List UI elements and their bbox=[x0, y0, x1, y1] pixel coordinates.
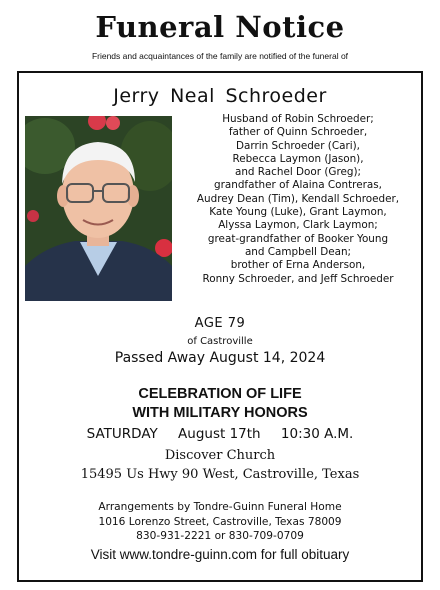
survivors-list bbox=[178, 113, 418, 286]
survivor-line: Husband of Robin Schroeder; bbox=[222, 113, 374, 125]
portrait-photo-icon bbox=[25, 116, 172, 301]
obituary-link-text: Visit www.tondre-guinn.com for full obituary bbox=[90, 547, 350, 562]
service-datetime bbox=[0, 426, 440, 442]
survivor-line: Kate Young (Luke), Grant Laymon, bbox=[209, 206, 387, 219]
survivor-line: and Rachel Door (Greg); bbox=[234, 166, 362, 179]
age-label: AGE 79 bbox=[194, 316, 246, 331]
service-venue: Discover Church bbox=[164, 448, 276, 463]
service-address: 15495 Us Hwy 90 West, Castroville, Texas bbox=[80, 467, 360, 482]
service-day: SATURDAY bbox=[86, 426, 158, 442]
survivor-line: brother of Erna Anderson, bbox=[230, 259, 366, 272]
service-date: August 17th bbox=[178, 426, 261, 442]
survivor-line: Alyssa Laymon, Clark Laymon; bbox=[218, 219, 378, 232]
survivor-line: Audrey Dean (Tim), Kendall Schroeder, bbox=[196, 192, 400, 205]
survivor-line: Darrin Schroeder (Cari), bbox=[236, 139, 360, 152]
service-title bbox=[0, 385, 440, 423]
survivor-line: and Campbell Dean; bbox=[244, 245, 352, 258]
portrait-photo bbox=[25, 116, 172, 301]
page-subtitle: Friends and acquaintances of the family are notified of the funeral of bbox=[91, 51, 349, 61]
arrangements-phones: 830-931-2221 or 830-709-0709 bbox=[136, 530, 304, 542]
service-title-line2: WITH MILITARY HONORS bbox=[132, 405, 308, 421]
survivor-line: Ronny Schroeder, and Jeff Schroeder bbox=[202, 272, 394, 285]
deceased-name: Jerry Neal Schroeder bbox=[113, 85, 327, 107]
arrangements-block bbox=[0, 500, 440, 544]
service-time: 10:30 A.M. bbox=[280, 426, 354, 442]
arrangements-funeral-home: Arrangements by Tondre-Guinn Funeral Home bbox=[98, 501, 342, 513]
service-title-line1: CELEBRATION OF LIFE bbox=[138, 386, 302, 402]
arrangements-address: 1016 Lorenzo Street, Castroville, Texas 78009 bbox=[98, 515, 342, 528]
survivor-line: grandfather of Alaina Contreras, bbox=[214, 179, 382, 192]
page-title: Funeral Notice bbox=[95, 10, 345, 44]
survivor-line: father of Quinn Schroeder, bbox=[228, 126, 368, 139]
survivor-line: great-grandfather of Booker Young bbox=[207, 232, 389, 245]
passed-away-date: Passed Away August 14, 2024 bbox=[114, 350, 326, 366]
survivor-line: Rebecca Laymon (Jason), bbox=[232, 152, 364, 165]
hometown-label: of Castroville bbox=[187, 336, 253, 347]
